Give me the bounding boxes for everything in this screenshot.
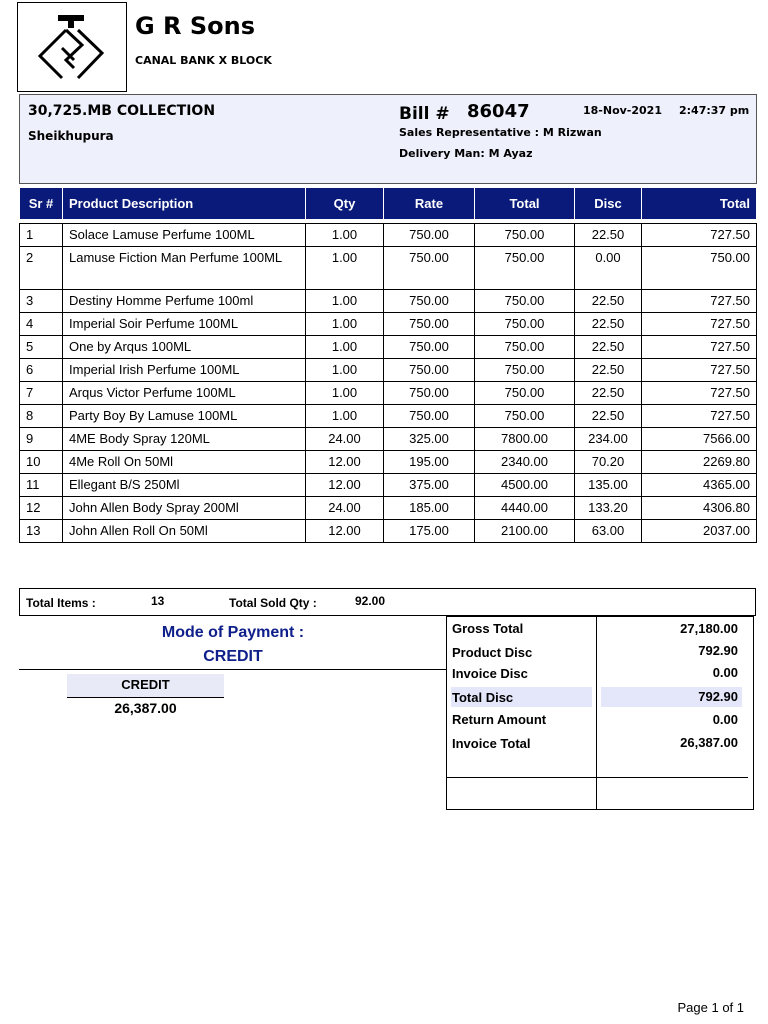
cell-total: 7800.00 <box>475 428 575 451</box>
cell-net-total: 7566.00 <box>642 428 757 451</box>
table-row <box>20 474 757 497</box>
cell-disc: 22.50 <box>575 359 642 382</box>
mode-of-payment-label: Mode of Payment : <box>161 624 305 641</box>
cell-description: 4Me Roll On 50Ml <box>63 451 306 474</box>
cell-qty: 1.00 <box>306 247 384 290</box>
cell-disc: 22.50 <box>575 405 642 428</box>
cell-qty: 1.00 <box>306 336 384 359</box>
cell-disc: 22.50 <box>575 224 642 247</box>
bill-time: 2:47:37 pm <box>679 104 750 117</box>
cell-qty: 12.00 <box>306 520 384 543</box>
cell-description: Imperial Irish Perfume 100ML <box>63 359 306 382</box>
cell-rate: 750.00 <box>384 313 475 336</box>
product-disc-value: 792.90 <box>698 643 738 658</box>
cell-description: Solace Lamuse Perfume 100ML <box>63 224 306 247</box>
cell-total: 750.00 <box>475 224 575 247</box>
cell-total: 750.00 <box>475 336 575 359</box>
cell-net-total: 4365.00 <box>642 474 757 497</box>
product-disc-label: Product Disc <box>452 645 533 660</box>
cell-net-total: 727.50 <box>642 313 757 336</box>
company-logo <box>17 2 127 92</box>
bill-label: Bill # <box>399 104 450 124</box>
cell-rate: 325.00 <box>384 428 475 451</box>
total-sold-qty-value: 92.00 <box>355 594 386 608</box>
summary-bottom-line <box>446 777 748 778</box>
cell-description: One by Arqus 100ML <box>63 336 306 359</box>
col-header-rate: Rate <box>384 188 475 220</box>
delivery-man: Delivery Man: M Ayaz <box>399 147 533 160</box>
cell-total: 4440.00 <box>475 497 575 520</box>
cell-total: 2100.00 <box>475 520 575 543</box>
cell-sr: 2 <box>20 247 63 290</box>
table-row <box>20 382 757 405</box>
cell-sr: 9 <box>20 428 63 451</box>
table-row <box>20 224 757 247</box>
col-header-description: Product Description <box>63 188 306 220</box>
items-table <box>19 187 757 543</box>
cell-rate: 750.00 <box>384 247 475 290</box>
cell-qty: 1.00 <box>306 224 384 247</box>
cell-disc: 234.00 <box>575 428 642 451</box>
gross-total-value: 27,180.00 <box>680 621 738 636</box>
col-header-sr: Sr # <box>20 188 63 220</box>
col-header-net-total: Total <box>642 188 757 220</box>
cell-disc: 70.20 <box>575 451 642 474</box>
cell-net-total: 727.50 <box>642 359 757 382</box>
cell-description: Lamuse Fiction Man Perfume 100ML <box>63 247 306 290</box>
credit-amount: 26,387.00 <box>114 700 177 716</box>
invoice-total-value: 26,387.00 <box>680 735 738 750</box>
cell-disc: 133.20 <box>575 497 642 520</box>
cell-sr: 3 <box>20 290 63 313</box>
summary-divider <box>596 616 597 810</box>
sales-representative: Sales Representative : M Rizwan <box>399 126 602 139</box>
cell-total: 750.00 <box>475 359 575 382</box>
bill-number: 86047 <box>467 101 530 122</box>
customer-city: Sheikhupura <box>28 129 114 143</box>
cell-sr: 12 <box>20 497 63 520</box>
cell-rate: 750.00 <box>384 405 475 428</box>
table-row <box>20 313 757 336</box>
page-number: Page 1 of 1 <box>677 1000 744 1015</box>
company-name: G R Sons <box>135 12 256 40</box>
total-items-label: Total Items : <box>26 596 96 610</box>
cell-net-total: 2037.00 <box>642 520 757 543</box>
total-sold-qty-label: Total Sold Qty : <box>229 596 317 610</box>
total-disc-label: Total Disc <box>452 690 514 705</box>
cell-total: 750.00 <box>475 247 575 290</box>
cell-description: Destiny Homme Perfume 100ml <box>63 290 306 313</box>
cell-rate: 750.00 <box>384 290 475 313</box>
col-header-qty: Qty <box>306 188 384 220</box>
cell-net-total: 2269.80 <box>642 451 757 474</box>
cell-rate: 750.00 <box>384 336 475 359</box>
cell-total: 750.00 <box>475 405 575 428</box>
cell-net-total: 727.50 <box>642 405 757 428</box>
cell-disc: 63.00 <box>575 520 642 543</box>
cell-rate: 750.00 <box>384 382 475 405</box>
customer-name: 30,725.MB COLLECTION <box>28 103 216 119</box>
cell-disc: 22.50 <box>575 336 642 359</box>
cell-disc: 22.50 <box>575 290 642 313</box>
cell-sr: 4 <box>20 313 63 336</box>
cell-total: 2340.00 <box>475 451 575 474</box>
cell-rate: 195.00 <box>384 451 475 474</box>
cell-total: 750.00 <box>475 290 575 313</box>
cell-net-total: 4306.80 <box>642 497 757 520</box>
cell-qty: 1.00 <box>306 313 384 336</box>
table-row <box>20 428 757 451</box>
cell-sr: 11 <box>20 474 63 497</box>
cell-rate: 375.00 <box>384 474 475 497</box>
cell-description: Party Boy By Lamuse 100ML <box>63 405 306 428</box>
table-row <box>20 359 757 382</box>
bill-date: 18-Nov-2021 <box>583 104 662 117</box>
cell-description: Arqus Victor Perfume 100ML <box>63 382 306 405</box>
cell-disc: 22.50 <box>575 382 642 405</box>
credit-header: CREDIT <box>67 674 224 698</box>
cell-rate: 750.00 <box>384 359 475 382</box>
cell-net-total: 750.00 <box>642 247 757 290</box>
cell-disc: 135.00 <box>575 474 642 497</box>
mode-of-payment-value: CREDIT <box>203 648 263 665</box>
cell-sr: 10 <box>20 451 63 474</box>
cell-net-total: 727.50 <box>642 290 757 313</box>
table-row <box>20 247 757 290</box>
diamond-link-logo-icon <box>18 3 126 91</box>
cell-net-total: 727.50 <box>642 336 757 359</box>
cell-qty: 1.00 <box>306 382 384 405</box>
cell-net-total: 727.50 <box>642 382 757 405</box>
cell-qty: 12.00 <box>306 451 384 474</box>
cell-total: 4500.00 <box>475 474 575 497</box>
cell-sr: 1 <box>20 224 63 247</box>
gross-total-label: Gross Total <box>452 621 524 636</box>
total-disc-value: 792.90 <box>698 689 738 704</box>
col-header-total: Total <box>475 188 575 220</box>
cell-rate: 185.00 <box>384 497 475 520</box>
col-header-disc: Disc <box>575 188 642 220</box>
cell-sr: 13 <box>20 520 63 543</box>
cell-rate: 175.00 <box>384 520 475 543</box>
return-amount-label: Return Amount <box>452 712 547 727</box>
cell-rate: 750.00 <box>384 224 475 247</box>
cell-qty: 1.00 <box>306 359 384 382</box>
payment-divider <box>19 669 447 670</box>
invoice-disc-value: 0.00 <box>712 665 738 680</box>
table-row <box>20 451 757 474</box>
cell-description: Imperial Soir Perfume 100ML <box>63 313 306 336</box>
cell-sr: 6 <box>20 359 63 382</box>
cell-sr: 8 <box>20 405 63 428</box>
cell-qty: 1.00 <box>306 405 384 428</box>
cell-description: John Allen Roll On 50Ml <box>63 520 306 543</box>
cell-total: 750.00 <box>475 313 575 336</box>
table-header-row <box>20 188 757 220</box>
cell-qty: 24.00 <box>306 497 384 520</box>
return-amount-value: 0.00 <box>712 712 738 727</box>
table-row <box>20 405 757 428</box>
cell-qty: 24.00 <box>306 428 384 451</box>
totals-row <box>19 588 756 616</box>
cell-description: John Allen Body Spray 200Ml <box>63 497 306 520</box>
cell-disc: 22.50 <box>575 313 642 336</box>
cell-sr: 7 <box>20 382 63 405</box>
cell-qty: 1.00 <box>306 290 384 313</box>
cell-disc: 0.00 <box>575 247 642 290</box>
invoice-total-label: Invoice Total <box>452 736 531 751</box>
cell-net-total: 727.50 <box>642 224 757 247</box>
table-row <box>20 520 757 543</box>
cell-description: 4ME Body Spray 120ML <box>63 428 306 451</box>
invoice-disc-label: Invoice Disc <box>452 666 528 681</box>
table-row <box>20 497 757 520</box>
table-row <box>20 290 757 313</box>
cell-description: Ellegant B/S 250Ml <box>63 474 306 497</box>
cell-sr: 5 <box>20 336 63 359</box>
cell-qty: 12.00 <box>306 474 384 497</box>
company-address: CANAL BANK X BLOCK <box>135 54 272 67</box>
total-items-value: 13 <box>151 594 165 608</box>
table-row <box>20 336 757 359</box>
cell-total: 750.00 <box>475 382 575 405</box>
